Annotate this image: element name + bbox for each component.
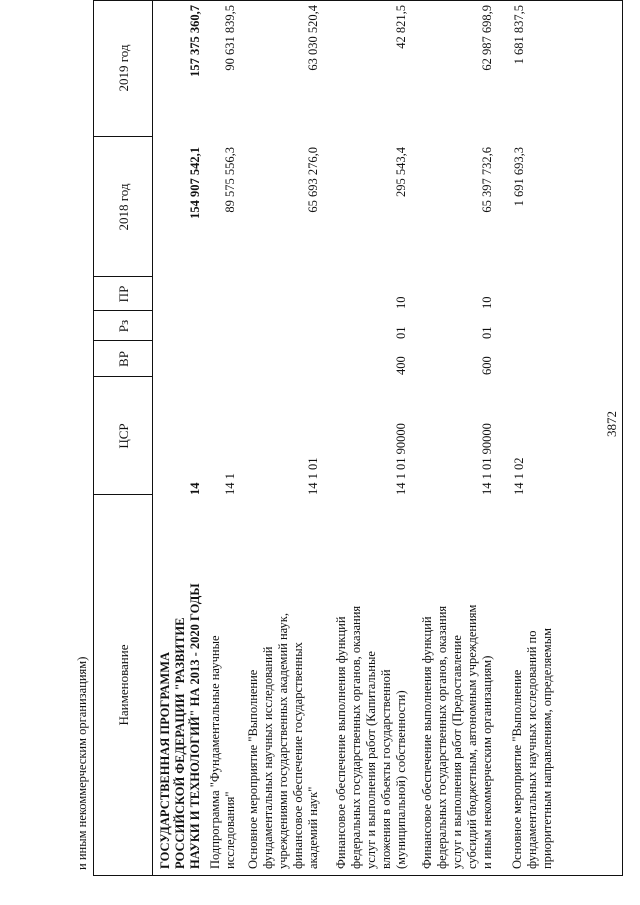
header-2018: 2018 год — [115, 183, 131, 231]
header-csr: ЦСР — [115, 423, 131, 449]
budget-table — [93, 0, 623, 876]
row-line: субсидий бюджетным, автономным учреждениям — [465, 604, 479, 869]
row-rz: 01 — [480, 326, 494, 339]
row-name — [510, 465, 555, 875]
row-name — [420, 465, 495, 875]
row-line: исследования" — [223, 791, 237, 869]
row-csr: 14 1 02 — [512, 457, 526, 495]
row-line: услуг и выполнения работ (Предоставление — [450, 635, 464, 869]
row-pr: 10 — [394, 296, 408, 309]
row-line: вложения в объекты государственной — [379, 669, 393, 869]
row-line: фундаментальных научных исследований — [261, 646, 275, 869]
row-line: финансовое обеспечение государственных — [291, 642, 305, 869]
header-name: Наименование — [115, 644, 131, 726]
row-line: (муниципальной) собственности) — [394, 690, 408, 869]
row-line: Подпрограмма "Фундаментальные научные — [208, 635, 222, 869]
row-name — [334, 465, 409, 875]
row-2019: 157 375 360,7 — [188, 5, 202, 77]
row-line: фундаментальных научных исследований по — [525, 630, 539, 869]
row-name — [158, 465, 203, 875]
row-2019: 90 631 839,5 — [223, 5, 237, 71]
row-2018: 89 575 556,3 — [223, 147, 237, 213]
row-csr: 14 1 01 90000 — [480, 423, 494, 495]
row-vr: 400 — [394, 356, 408, 375]
row-2019: 42 821,5 — [394, 5, 408, 49]
header-divider — [152, 1, 153, 875]
page-number: 3872 — [604, 411, 619, 437]
row-2019: 63 030 520,4 — [306, 5, 320, 71]
row-2018: 65 397 732,6 — [480, 147, 494, 213]
header-vr: ВР — [115, 351, 131, 367]
row-line: Финансовое обеспечение выполнения функций — [334, 616, 348, 869]
row-line: и иным некоммерческим организациям) — [480, 655, 494, 869]
row-vr: 600 — [480, 356, 494, 375]
row-csr: 14 1 01 — [306, 457, 320, 495]
row-line: Основное мероприятие "Выполнение — [510, 669, 524, 869]
row-csr: 14 1 — [223, 473, 237, 495]
row-line: ГОСУДАРСТВЕННАЯ ПРОГРАММА — [158, 651, 172, 869]
carryover-text: и иным некоммерческим организациям) — [75, 656, 89, 870]
row-line: учреждениями государственных академий наук, — [276, 612, 290, 869]
rotated-page — [75, 0, 623, 876]
row-name — [208, 465, 238, 875]
header-rz: Рз — [115, 319, 131, 333]
row-2019: 62 987 698,9 — [480, 5, 494, 71]
row-csr: 14 — [188, 482, 202, 495]
row-line: РОССИЙСКОЙ ФЕДЕРАЦИИ "РАЗВИТИЕ — [173, 617, 187, 869]
row-2018: 65 693 276,0 — [306, 147, 320, 213]
row-line: приоритетным направлениям, определяемым — [540, 627, 554, 869]
row-line: Финансовое обеспечение выполнения функций — [420, 616, 434, 869]
row-rz: 01 — [394, 326, 408, 339]
row-line: академий наук" — [306, 786, 320, 869]
row-name — [246, 465, 321, 875]
row-csr: 14 1 01 90000 — [394, 423, 408, 495]
row-line: услуг и выполнения работ (Капитальные — [364, 651, 378, 869]
row-line: НАУКИ И ТЕХНОЛОГИЙ" НА 2013 - 2020 ГОДЫ — [188, 583, 202, 869]
header-2019: 2019 год — [115, 44, 131, 92]
row-2019: 1 681 837,5 — [512, 5, 526, 65]
row-2018: 1 691 693,3 — [512, 147, 526, 207]
header-pr: ПР — [115, 285, 131, 303]
row-2018: 295 543,4 — [394, 147, 408, 197]
row-pr: 10 — [480, 296, 494, 309]
row-line: Основное мероприятие "Выполнение — [246, 669, 260, 869]
row-line: федеральных государственных органов, оказания — [435, 605, 449, 869]
row-2018: 154 907 542,1 — [188, 147, 202, 219]
row-line: федеральных государственных органов, оказания — [349, 605, 363, 869]
